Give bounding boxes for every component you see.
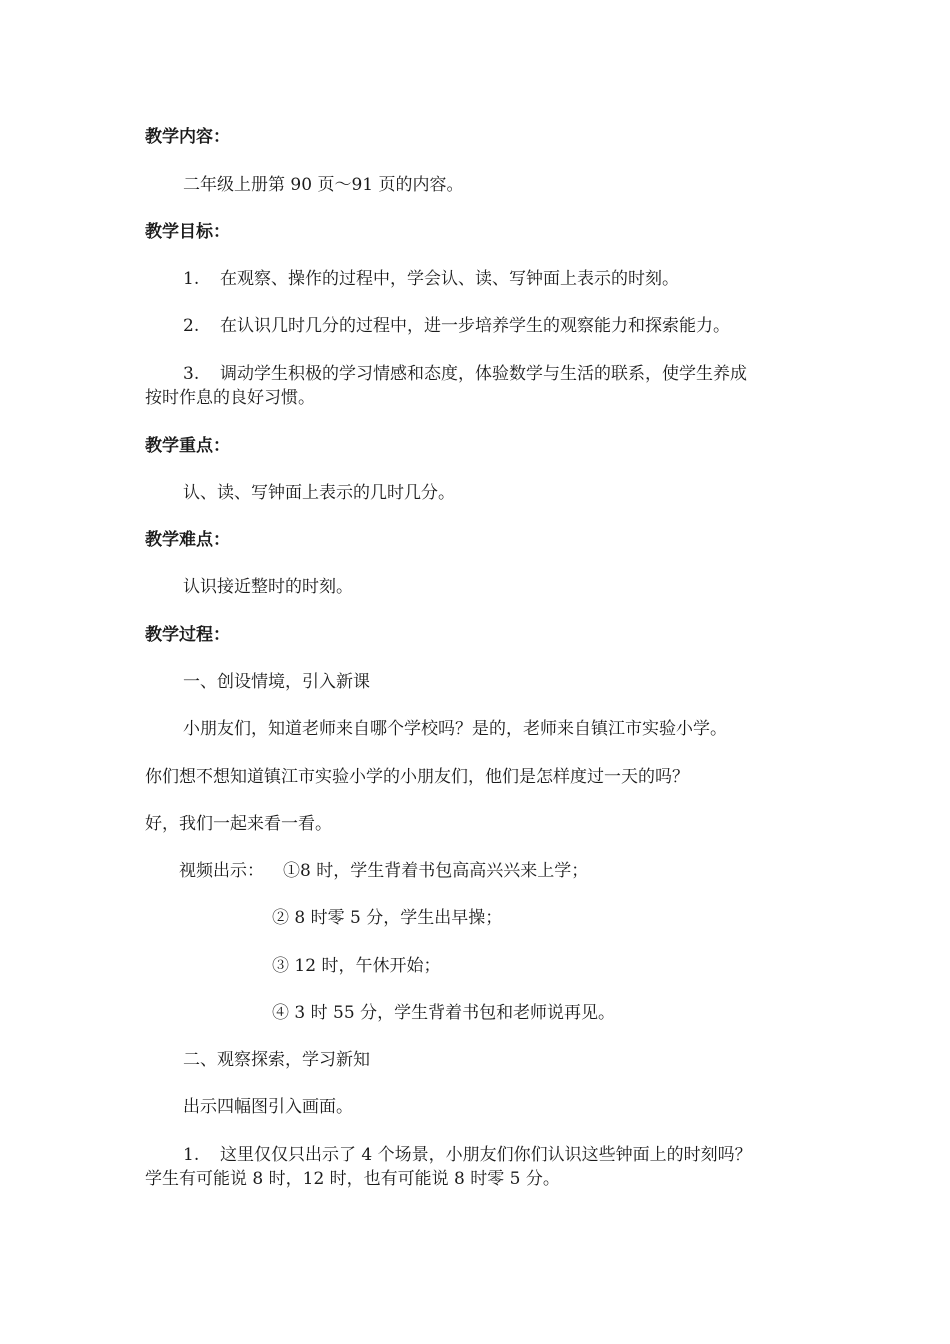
step2-title: 二、观察探索，学习新知 [183,1050,370,1070]
step1-title: 一、创设情境，引入新课 [183,672,370,692]
goal-number: 3. [183,364,200,384]
difficulty-heading: 教学难点： [145,530,230,550]
content-heading: 教学内容： [145,127,230,147]
video-item: ② 8 时零 5 分，学生出早操； [272,908,503,928]
goal-item-2 [183,315,730,337]
process-heading: 教学过程： [145,625,230,645]
goal-number: 2. [183,316,200,336]
step2-item-number: 1. [183,1145,200,1165]
content-text: 二年级上册第 90 页～91 页的内容。 [183,175,464,195]
difficulty-text: 认识接近整时的时刻。 [183,577,353,597]
video-label: 视频出示： [179,861,264,881]
step1-paragraph-2: 你们想不想知道镇江市实验小学的小朋友们，他们是怎样度过一天的吗？ [145,767,689,787]
step1-paragraph-3: 好，我们一起来看一看。 [145,814,332,834]
goal-text: 在观察、操作的过程中，学会认、读、写钟面上表示的时刻。 [220,269,679,289]
video-line-1 [179,860,588,882]
goal-item-3-continued: 按时作息的良好习惯。 [145,388,315,408]
goal-item-1 [183,268,679,290]
goal-text: 在认识几时几分的过程中，进一步培养学生的观察能力和探索能力。 [220,316,730,336]
step2-item-text: 这里仅仅只出示了 4 个场景，小朋友们你们认识这些钟面上的时刻吗？ [220,1145,752,1165]
step1-paragraph-1: 小朋友们，知道老师来自哪个学校吗？是的，老师来自镇江市实验小学。 [183,719,727,739]
goal-text: 调动学生积极的学习情感和态度，体验数学与生活的联系，使学生养成 [220,364,747,384]
goal-item-3 [183,363,747,385]
key-text: 认、读、写钟面上表示的几时几分。 [183,483,455,503]
video-item: ④ 3 时 55 分，学生背着书包和老师说再见。 [272,1003,616,1023]
step2-item-1-continued: 学生有可能说 8 时，12 时，也有可能说 8 时零 5 分。 [145,1169,560,1189]
goals-heading: 教学目标： [145,222,230,242]
key-heading: 教学重点： [145,436,230,456]
video-item: ①8 时，学生背着书包高高兴兴来上学； [283,861,589,881]
step2-item-1 [183,1144,752,1166]
step2-paragraph-1: 出示四幅图引入画面。 [183,1097,353,1117]
goal-number: 1. [183,269,200,289]
video-item: ③ 12 时，午休开始； [272,956,441,976]
